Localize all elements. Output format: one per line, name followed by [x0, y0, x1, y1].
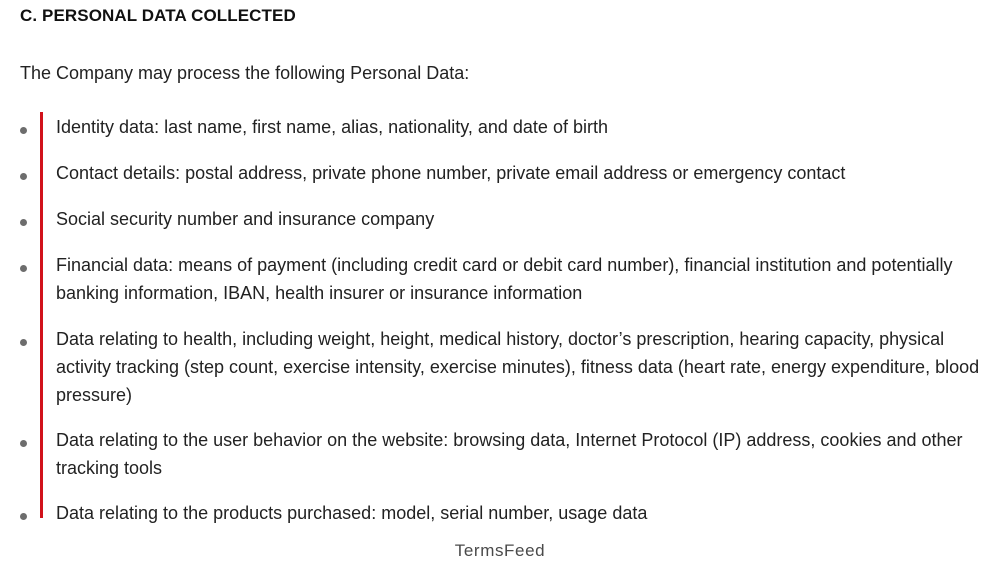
bullet-icon — [20, 513, 27, 520]
bullet-icon — [20, 440, 27, 447]
list-item-text: Identity data: last name, first name, alias, nationality, and date of birth — [56, 117, 608, 137]
bullet-icon — [20, 219, 27, 226]
list-item-text: Data relating to the user behavior on the website: browsing data, Internet Protocol (IP) address, cookies and other tracking tools — [56, 430, 963, 478]
bullet-icon — [20, 127, 27, 134]
list-item-text: Social security number and insurance company — [56, 209, 435, 229]
list-item-text: Contact details: postal address, private phone number, private email address or emergency contact — [56, 163, 846, 183]
accent-bar — [40, 112, 43, 518]
list-item-text: Data relating to the products purchased: model, serial number, usage data — [56, 503, 648, 523]
section-heading: C. PERSONAL DATA COLLECTED — [20, 6, 296, 25]
bullet-icon — [20, 339, 27, 346]
list-item-text: Data relating to health, including weight, height, medical history, doctor’s prescription, hearing capacity, physical activity tracking (step count, exercise intensity, exercise minutes), fitness data (heart rate, energy expenditure, blood pressure) — [56, 329, 980, 405]
list-item-text: Financial data: means of payment (including credit card or debit card number), financial institution and potentially banking information, IBAN, health insurer or insurance information — [56, 255, 953, 303]
personal-data-list-container — [0, 112, 1000, 523]
termsfeed-brand: TermsFeed — [454, 541, 546, 560]
bullet-icon — [20, 265, 27, 272]
intro-text: The Company may process the following Personal Data: — [20, 63, 470, 83]
bullet-icon — [20, 173, 27, 180]
